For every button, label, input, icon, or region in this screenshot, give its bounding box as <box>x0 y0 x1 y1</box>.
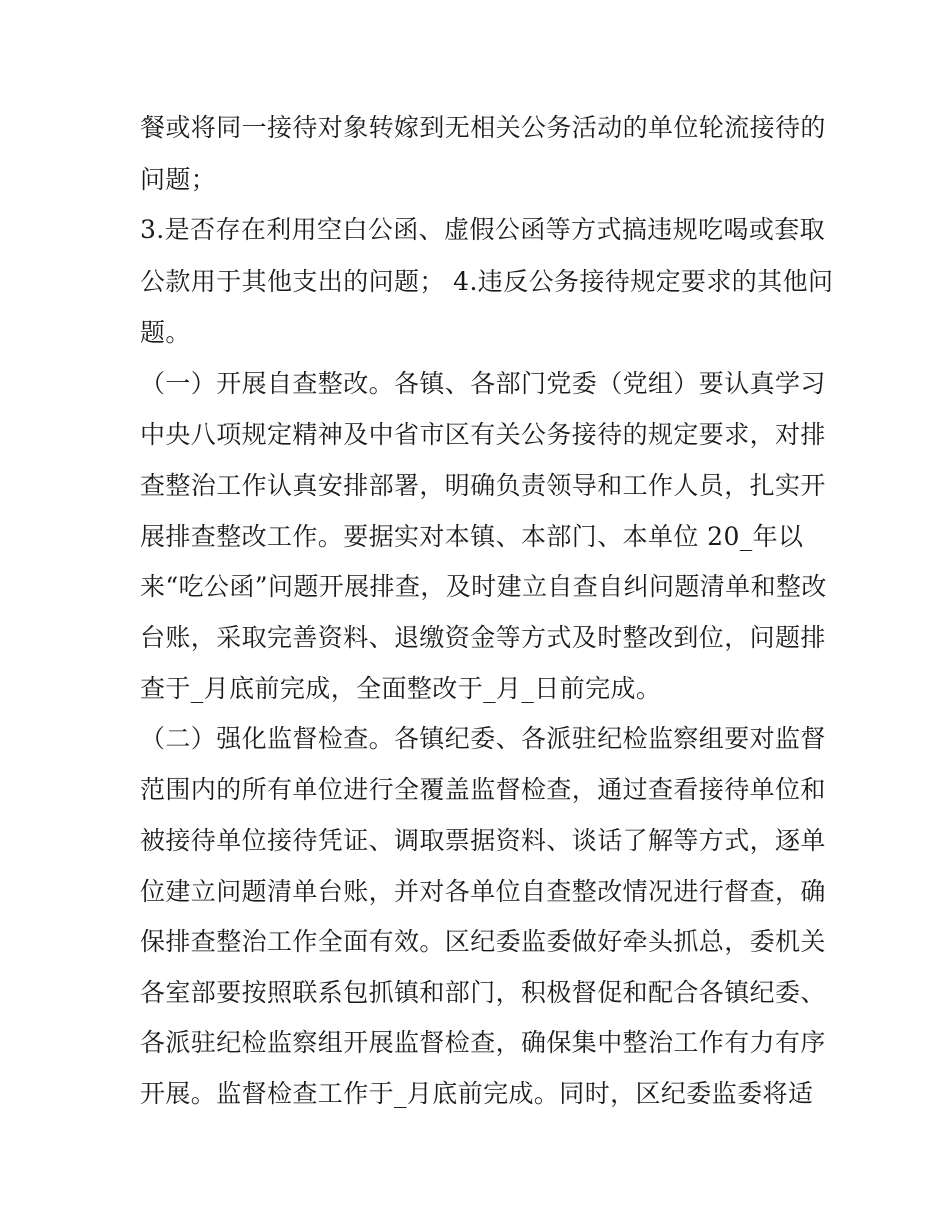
text-line: 题。 <box>140 318 191 347</box>
text-line: 公款用于其他支出的问题； 4.违反公务接待规定要求的其他问 <box>140 267 834 296</box>
text-line: 来“吃公函”问题开展排查，及时建立自查自纠问题清单和整改 <box>140 572 827 601</box>
text-line: 餐或将同一接待对象转嫁到无相关公务活动的单位轮流接待的 <box>140 113 826 142</box>
text-line: 台账，采取完善资料、退缴资金等方式及时整改到位，问题排 <box>140 623 826 652</box>
text-line: 范围内的所有单位进行全覆盖监督检查，通过查看接待单位和 <box>140 775 826 804</box>
text-line: 位建立问题清单台账，并对各单位自查整改情况进行督查，确 <box>140 877 826 906</box>
text-line: （一）开展自查整改。各镇、各部门党委（党组）要认真学习 <box>140 369 826 398</box>
text-line: （二）强化监督检查。各镇纪委、各派驻纪检监察组要对监督 <box>140 724 826 753</box>
text-line: 被接待单位接待凭证、调取票据资料、谈话了解等方式，逐单 <box>140 826 826 855</box>
text-line: 问题； <box>140 165 217 194</box>
text-line: 保排查整治工作全面有效。区纪委监委做好牵头抓总，委机关 <box>140 927 826 956</box>
text-line: 开展。监督检查工作于_月底前完成。同时，区纪委监委将适 <box>140 1079 814 1108</box>
text-line: 查整治工作认真安排部署，明确负责领导和工作人员，扎实开 <box>140 471 826 500</box>
text-line: 各室部要按照联系包抓镇和部门，积极督促和配合各镇纪委、 <box>140 978 826 1007</box>
text-line: 3.是否存在利用空白公函、虚假公函等方式搞违规吃喝或套取 <box>140 215 826 244</box>
text-line: 查于_月底前完成，全面整改于_月_日前完成。 <box>140 674 662 703</box>
text-line: 展排查整改工作。要据实对本镇、本部门、本单位 20_年以 <box>140 522 804 551</box>
text-line: 中央八项规定精神及中省市区有关公务接待的规定要求，对排 <box>140 420 826 449</box>
text-line: 各派驻纪检监察组开展监督检查，确保集中整治工作有力有序 <box>140 1028 826 1057</box>
